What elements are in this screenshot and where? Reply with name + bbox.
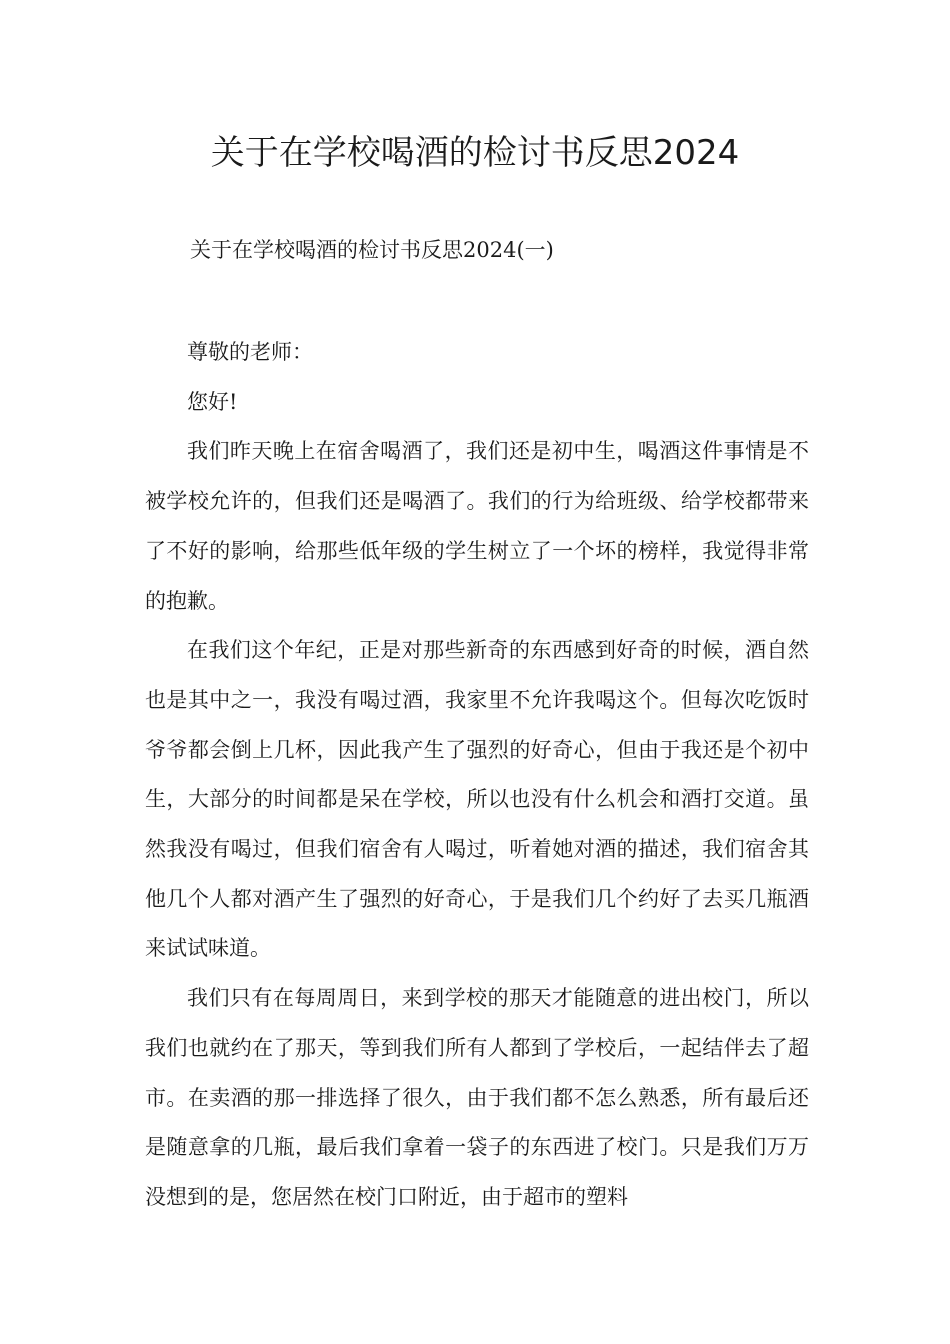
paragraph-2: 在我们这个年纪，正是对那些新奇的东西感到好奇的时候，酒自然也是其中之一，我没有喝过酒，我家里不允许我喝这个。但每次吃饭时爷爷都会倒上几杯，因此我产生了强烈的好奇心，但由于我还是个初中生，大部分的时间都是呆在学校，所以也没有什么机会和酒打交道。虽然我没有喝过，但我们宿舍有人喝过，听着她对酒的描述，我们宿舍其他几个人都对酒产生了强烈的好奇心，于是我们几个约好了去买几瓶酒来试试味道。 — [145, 638, 809, 961]
document-title: 关于在学校喝酒的检讨书反思2024 — [210, 133, 740, 173]
document-body — [145, 328, 809, 1223]
paragraph-1: 我们昨天晚上在宿舍喝酒了，我们还是初中生，喝酒这件事情是不被学校允许的，但我们还是喝酒了。我们的行为给班级、给学校都带来了不好的影响，给那些低年级的学生树立了一个坏的榜样，我觉得非常的抱歉。 — [145, 439, 809, 613]
document-subtitle: 关于在学校喝酒的检讨书反思2024(一) — [190, 238, 554, 262]
greeting: 您好! — [187, 389, 238, 414]
salutation: 尊敬的老师： — [187, 340, 313, 364]
paragraph-3: 我们只有在每周周日，来到学校的那天才能随意的进出校门，所以我们也就约在了那天，等到我们所有人都到了学校后，一起结伴去了超市。在卖酒的那一排选择了很久，由于我们都不怎么熟悉，所有最后还是随意拿的几瓶，最后我们拿着一袋子的东西进了校门。只是我们万万没想到的是，您居然在校门口附近，由于超市的塑料 — [145, 986, 809, 1209]
